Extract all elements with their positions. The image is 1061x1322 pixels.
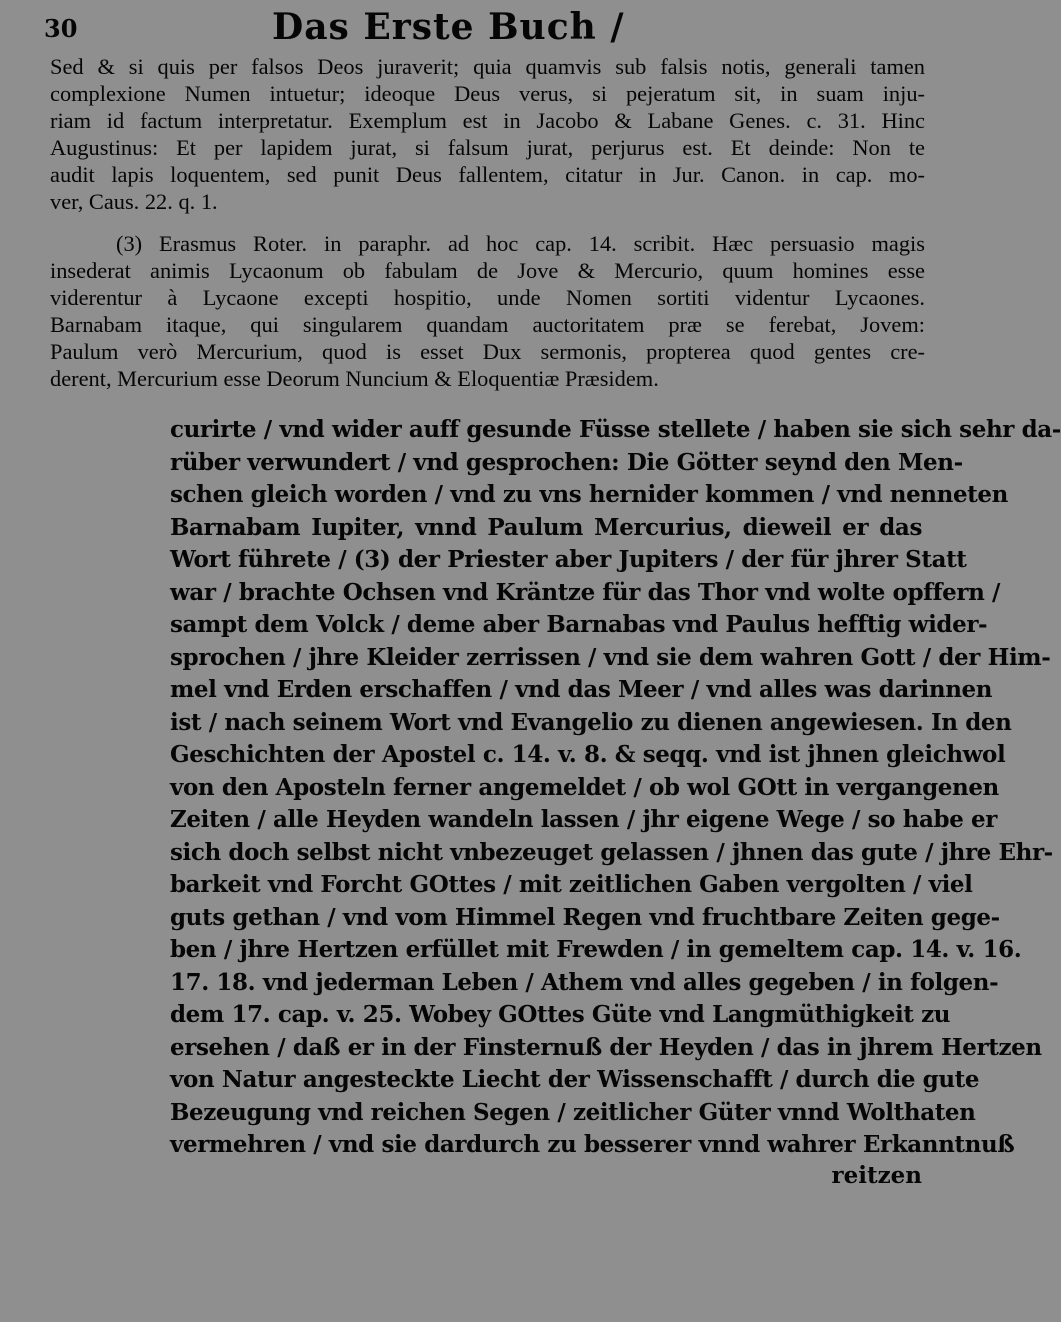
note-3-line: Paulum verò Mercurium, quod is esset Dux sermonis, propterea quod gentes cre- [50,339,925,364]
main-text-line: vermehren / vnd sie dardurch zu besserer vnnd wahrer Erkanntnuß [170,1131,1015,1158]
main-text-line: 17. 18. vnd jederman Leben / Athem vnd alles gegeben / in folgen- [170,968,999,996]
catchword: reitzen [831,1162,922,1189]
main-text-line: dem 17. cap. v. 25. Wobey GOttes Güte vnd Langmüthigkeit zu [170,1001,951,1028]
page-header [44,6,944,50]
main-text-line: ben / jhre Hertzen erfüllet mit Frewden / in gemeltem cap. 14. v. 16. [170,936,1022,963]
note-3-line: viderentur à Lycaone excepti hospitio, unde Nomen sortiti videntur Lycaones. [50,285,925,310]
main-text-line: Zeiten / alle Heyden wandeln lassen / jhr eigene Wege / so habe er [170,806,997,833]
main-text-line: guts gethan / vnd vom Himmel Regen vnd fruchtbare Zeiten gege- [170,903,1000,931]
main-text-line: sprochen / jhre Kleider zerrissen / vnd sie dem wahren Gott / der Him- [170,643,1051,671]
main-text-line: von den Aposteln ferner angemeldet / ob wol GOtt in vergangenen [170,773,999,801]
note-3-line: (3) Erasmus Roter. in paraphr. ad hoc cap. 14. scribit. Hæc persuasio magis [116,231,925,256]
main-text-line: war / brachte Ochsen vnd Kräntze für das Thor vnd wolte opffern / [170,578,1001,606]
main-text-line: barkeit vnd Forcht GOttes / mit zeitlichen Gaben vergolten / viel [170,871,973,898]
footnote-block [50,53,925,392]
main-text-line: Wort führete / (3) der Priester aber Jupiters / der für jhrer Statt [170,546,967,573]
note-3-line: derent, Mercurium esse Deorum Nuncium & Eloquentiæ Præsidem. [50,366,659,391]
note-3-line: insederat animis Lycaonum ob fabulam de Jove & Mercurio, quum homines esse [50,258,925,283]
main-text-line: von Natur angesteckte Liecht der Wissenschafft / durch die gute [170,1066,980,1093]
main-text-line: Bezeugung vnd reichen Segen / zeitlicher Güter vnnd Wolthaten [170,1098,976,1126]
page-number: 30 [44,14,78,43]
main-text-line: sampt dem Volck / deme aber Barnabas vnd Paulus hefftig wider- [170,611,988,638]
main-text-line: Geschichten der Apostel c. 14. v. 8. & seqq. vnd ist jhnen gleichwol [170,741,1006,768]
main-text-line: mel vnd Erden erschaffen / vnd das Meer / vnd alles was darinnen [170,676,993,703]
main-text-line: sich doch selbst nicht vnbezeuget gelassen / jhnen das gute / jhre Ehr- [170,838,1053,866]
main-text-line: rüber verwundert / vnd gesprochen: Die Götter seynd den Men- [170,448,963,476]
main-text-line: ersehen / daß er in der Finsternuß der Heyden / das in jhrem Hertzen [170,1033,1042,1061]
main-text-line: schen gleich worden / vnd zu vns hernider kommen / vnd nenneten [170,481,1008,508]
footnote-line: riam id factum interpretatur. Exemplum est in Jacobo & Labane Genes. c. 31. Hinc [50,108,925,133]
main-text-line: Barnabam Iupiter, vnnd Paulum Mercurius, dieweil er das [170,513,922,541]
footnote-line: ver, Caus. 22. q. 1. [50,189,218,214]
main-text-block [170,414,1061,1162]
footnote-line: audit lapis loquentem, sed punit Deus fallentem, citatur in Jur. Canon. in cap. mo- [50,162,925,187]
footnote-line: Sed & si quis per falsos Deos juraverit; quia quamvis sub falsis notis, generali tamen [50,54,925,79]
main-text-line: curirte / vnd wider auff gesunde Füsse stellete / haben sie sich sehr da- [170,416,1061,443]
footnote-line: Augustinus: Et per lapidem jurat, si falsum jurat, perjurus est. Et deinde: Non te [50,135,925,160]
note-3-line: Barnabam itaque, qui singularem quandam auctoritatem præ se ferebat, Jovem: [50,312,925,337]
main-text-line: ist / nach seinem Wort vnd Evangelio zu dienen angewiesen. In den [170,708,1012,736]
footnote-line: complexione Numen intuetur; ideoque Deus verus, si pejeratum sit, in suam inju- [50,81,925,106]
running-title: Das Erste Buch / [272,6,625,48]
